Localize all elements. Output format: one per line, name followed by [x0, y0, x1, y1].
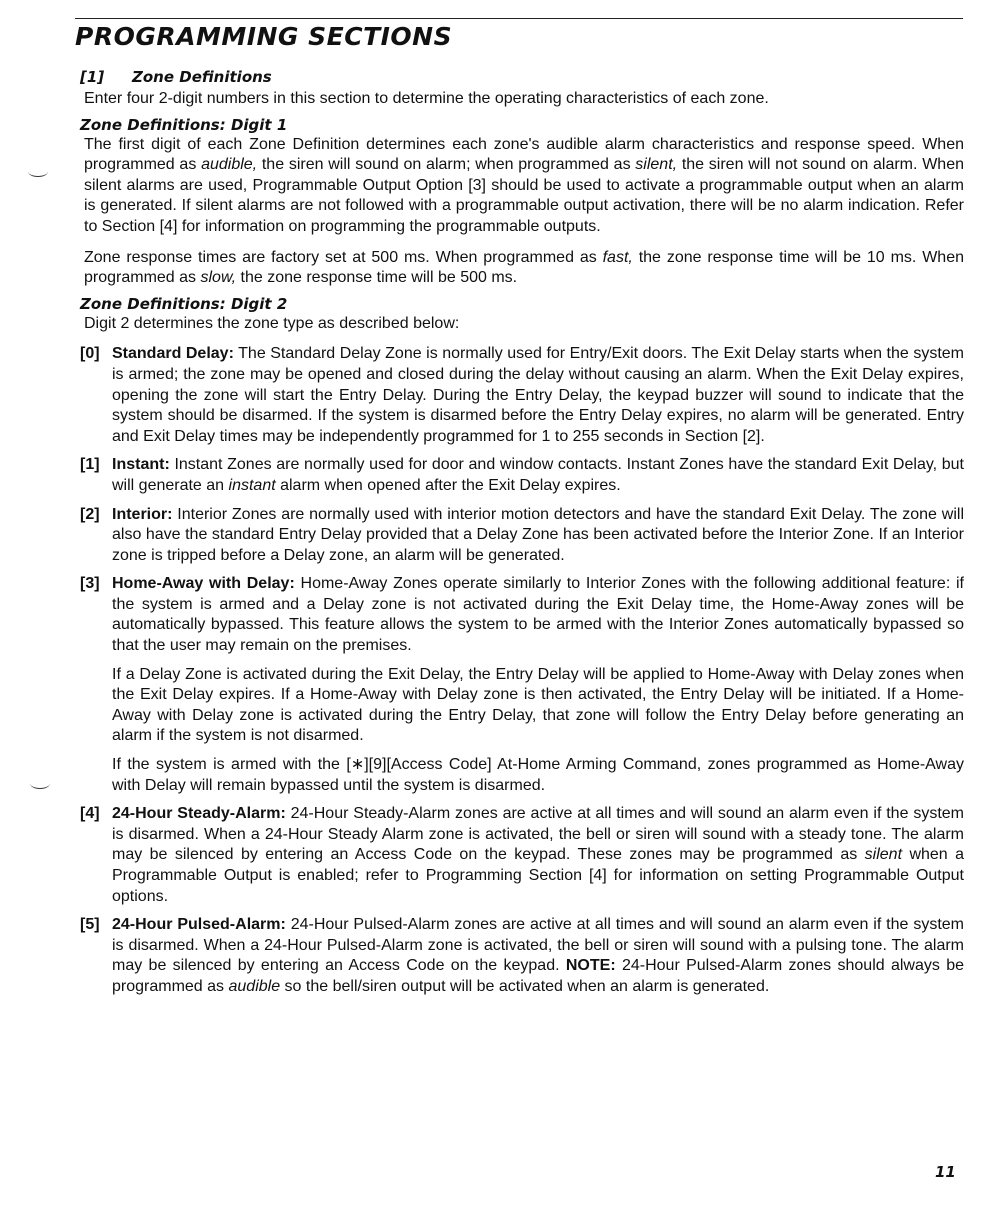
item-number: [0]: [80, 345, 100, 363]
zone-type-standard-delay: [0] Standard Delay: The Standard Delay Zone is normally used for Entry/Exit doors. The Exit Delay starts when the system is armed; the zone may be opened and closed during the delay without causing an alarm. When the Exit Delay expires, opening the zone will start the Entry Delay. During the Entry Delay, the keypad buzzer will sound to indicate that the system should be disarmed. If the system is disarmed before the Entry Delay expires, no alarm will be generated. Entry and Exit Delay times may be independently programmed for 1 to 255 seconds in Section [2].: [80, 344, 964, 447]
item-number: [3]: [80, 575, 100, 593]
section-number: [1]: [80, 68, 105, 86]
margin-tick-mark: [30, 778, 50, 789]
digit2-intro: Digit 2 determines the zone type as described below:: [84, 314, 460, 332]
margin-tick-mark: [28, 166, 48, 177]
home-away-paragraph-3: If the system is armed with the [∗][9][Access Code] At-Home Arming Command, zones programmed as Home-Away with Delay will remain bypassed until the system is disarmed.: [112, 756, 964, 794]
item-term: Home-Away with Delay:: [112, 575, 295, 593]
zone-type-24-hour-pulsed-alarm: [5] 24-Hour Pulsed-Alarm: 24-Hour Pulsed-Alarm zones are active at all times and will sound an alarm even if the system is disarmed. When a 24-Hour Pulsed-Alarm zone is activated, the bell or siren will sound with a pulsing tone. The alarm may be silenced by entering an Access Code on the keypad. NOTE: 24-Hour Pulsed-Alarm zones should always be programmed as audible so the bell/siren output will be activated when an alarm is generated.: [80, 915, 964, 997]
digit1-paragraph-1: The first digit of each Zone Definition determines each zone's audible alarm characteristics and response speed. When programmed as audible, the siren will sound on alarm; when programmed as silent, the siren will not sound on alarm. When silent alarms are used, Programmable Output Option [3] should be used to activate a programmable output when an alarm is generated. If silent alarms are not followed with a programmable output activation, there will be no alarm indication. Refer to Section [4] for information on programming the programmable outputs.: [84, 135, 964, 235]
item-term: Standard Delay:: [112, 345, 234, 363]
section-intro: Enter four 2-digit numbers in this section to determine the operating characteristics of each zone.: [84, 90, 769, 107]
note-label: NOTE:: [565, 957, 616, 975]
item-number: [5]: [80, 916, 100, 934]
zone-type-24-hour-steady-alarm: [4] 24-Hour Steady-Alarm: 24-Hour Steady-Alarm zones are active at all times and will sound an alarm even if the system is disarmed. When a 24-Hour Steady Alarm zone is activated, the bell or siren will sound with a steady tone. The alarm may be silenced by entering an Access Code on the keypad. These zones may be programmed as silent when a Programmable Output is enabled; refer to Programming Section [4] for information on setting Programmable Output options.: [80, 804, 964, 907]
zone-type-home-away-with-delay: [3] Home-Away with Delay: Home-Away Zones operate similarly to Interior Zones with the following additional feature: if the system is armed and a Delay zone is not activated during the Exit Delay time, the Home-Away zones will be automatically bypassed. This feature allows the system to be armed with the Interior Zones automatically bypassed so that the user may remain on the premises. If a Delay Zone is activated during the Exit Delay, the Entry Delay will be applied to Home-Away with Delay zones when the Exit Delay expires. If a Home-Away with Delay zone is then activated, the Entry Delay will be initiated. If a Home-Away with Delay zone is activated during the Entry Delay, that zone will follow the Entry Delay before generating an alarm if the system is not disarmed. If the system is armed with the [∗][9][Access Code] At-Home Arming Command, zones programmed as Home-Away with Delay will remain bypassed until the system is disarmed.: [80, 574, 964, 796]
item-term: 24-Hour Steady-Alarm:: [112, 805, 286, 823]
item-term: 24-Hour Pulsed-Alarm:: [112, 916, 286, 934]
item-number: [1]: [80, 456, 100, 474]
section-title: Zone Definitions: [132, 68, 272, 86]
page-number: 11: [935, 1163, 956, 1181]
zone-type-interior: [2] Interior: Interior Zones are normally used with interior motion detectors and have the standard Exit Delay. The zone will also have the standard Entry Delay provided that a Delay Zone has been activated before the Interior Zone. If an Interior zone is tripped before a Delay zone, an alarm will be generated.: [80, 505, 964, 567]
page-content: [80, 68, 964, 1006]
section-heading: [80, 68, 964, 86]
zone-type-instant: [1] Instant: Instant Zones are normally used for door and window contacts. Instant Zones have the standard Exit Delay, but will generate an instant alarm when opened after the Exit Delay expires.: [80, 455, 964, 496]
header-rule: [75, 18, 963, 19]
item-term: Instant:: [112, 456, 170, 474]
digit2-heading: Zone Definitions: Digit 2: [80, 294, 288, 313]
page-title: PROGRAMMING SECTIONS: [75, 22, 453, 51]
item-number: [2]: [80, 505, 100, 523]
item-term: Interior:: [112, 505, 173, 523]
item-number: [4]: [80, 805, 100, 823]
digit1-heading: Zone Definitions: Digit 1: [80, 115, 288, 134]
digit1-paragraph-2: Zone response times are factory set at 500 ms. When programmed as fast, the zone response time will be 10 ms. When programmed as slow, the zone response time will be 500 ms.: [84, 248, 965, 287]
home-away-paragraph-2: If a Delay Zone is activated during the Exit Delay, the Entry Delay will be applied to Home-Away with Delay zones when the Exit Delay expires. If a Home-Away with Delay zone is then activated, the Entry Delay will be initiated. If a Home-Away with Delay zone is activated during the Entry Delay, that zone will follow the Entry Delay before generating an alarm if the system is not disarmed.: [112, 665, 964, 745]
